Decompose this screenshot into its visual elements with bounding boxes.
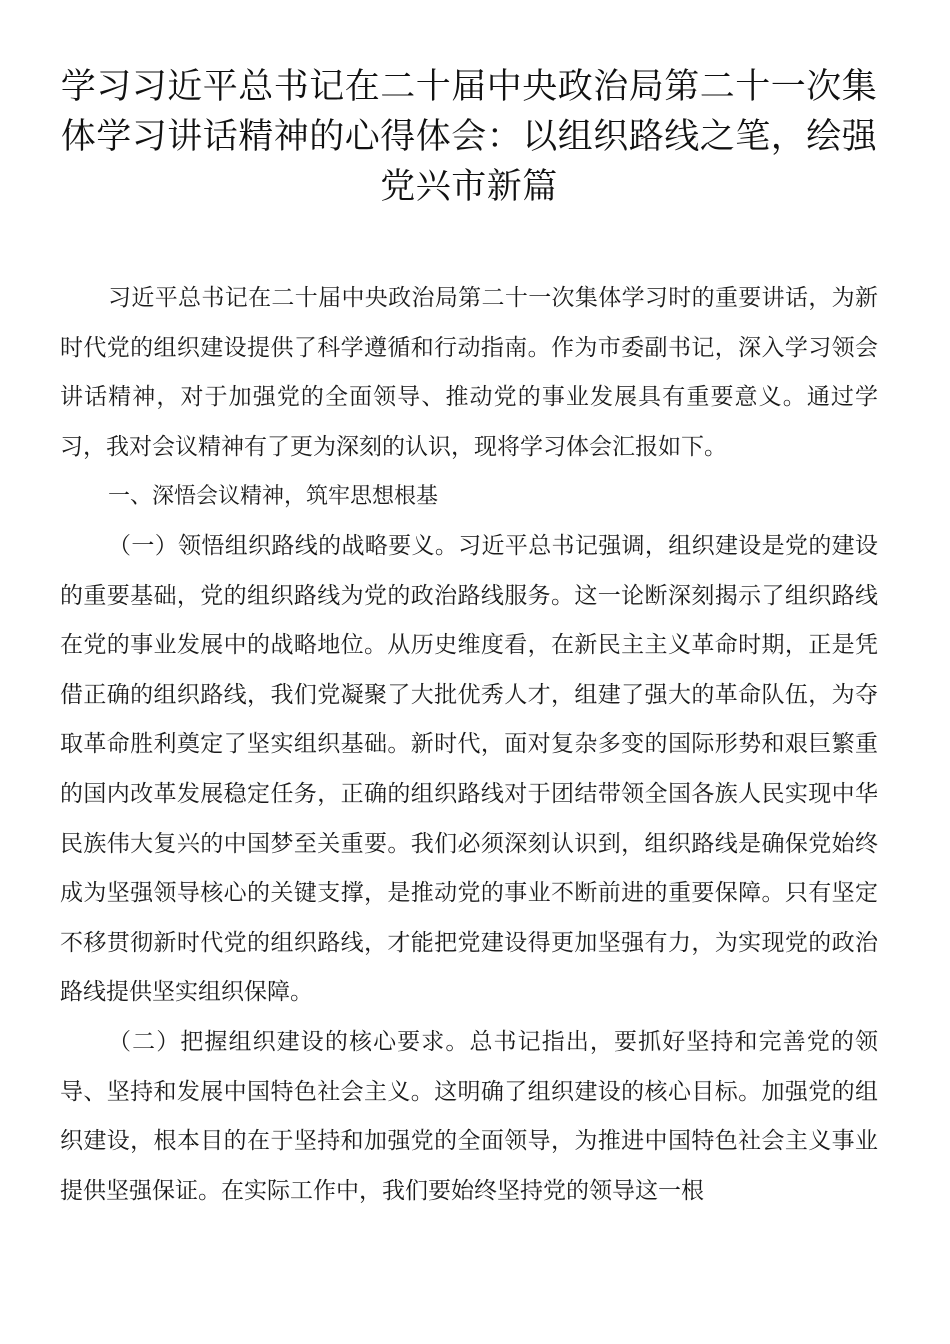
title-line-3: 党兴市新篇 (380, 167, 558, 207)
title-line-1: 学习习近平总书记在二十届中央政治局第二十一次集 (60, 67, 878, 107)
section-paragraph-2: （二）把握组织建设的核心要求。总书记指出，要抓好坚持和完善党的领导、坚持和发展中国特色社会主义。这明确了组织建设的核心目标。加强党的组织建设，根本目的在于坚持和加强党的全面领导，为推进中国特色社会主义事业提供坚强保证。在实际工作中，我们要始终坚持党的领导这一根 (60, 1028, 878, 1204)
document-body (60, 274, 878, 1216)
title-line-2: 体学习讲话精神的心得体会：以组织路线之笔，绘强 (60, 117, 878, 157)
intro-paragraph: 习近平总书记在二十届中央政治局第二十一次集体学习时的重要讲话，为新时代党的组织建设提供了科学遵循和行动指南。作为市委副书记，深入学习领会讲话精神，对于加强党的全面领导、推动党的事业发展具有重要意义。通过学习，我对会议精神有了更为深刻的认识，现将学习体会汇报如下。 (60, 285, 878, 460)
section-heading: 一、深悟会议精神，筑牢思想根基 (108, 484, 439, 510)
document-title (60, 62, 878, 212)
section-paragraph-1: （一）领悟组织路线的战略要义。习近平总书记强调，组织建设是党的建设的重要基础，党的组织路线为党的政治路线服务。这一论断深刻揭示了组织路线在党的事业发展中的战略地位。从历史维度看，在新民主主义革命时期，正是凭借正确的组织路线，我们党凝聚了大批优秀人才，组建了强大的革命队伍，为夺取革命胜利奠定了坚实组织基础。新时代，面对复杂多变的国际形势和艰巨繁重的国内改革发展稳定任务，正确的组织路线对于团结带领全国各族人民实现中华民族伟大复兴的中国梦至关重要。我们必须深刻认识到，组织路线是确保党始终成为坚强领导核心的关键支撑，是推动党的事业不断前进的重要保障。只有坚定不移贯彻新时代党的组织路线，才能把党建设得更加坚强有力，为实现党的政治路线提供坚实组织保障。 (60, 532, 878, 1006)
